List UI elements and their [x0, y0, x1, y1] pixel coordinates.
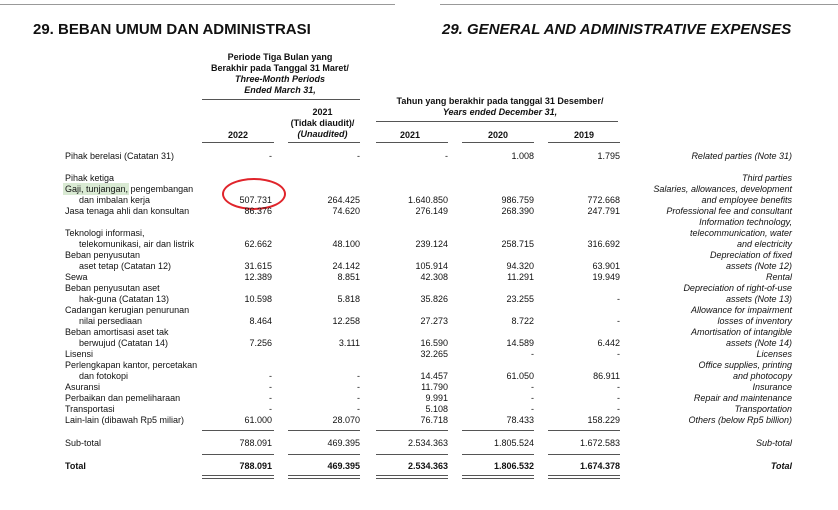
- row-label-id: Teknologi informasi,: [65, 228, 145, 238]
- row-label-id: Beban penyusutan aset: [65, 283, 160, 293]
- row-value: 14.589: [506, 338, 534, 348]
- row-value: 28.070: [332, 415, 360, 425]
- row-value: 74.620: [332, 206, 360, 216]
- row-label-id: Perbaikan dan pemeliharaan: [65, 393, 181, 403]
- row-value: 12.389: [244, 272, 272, 282]
- row-value: 3.111: [338, 338, 360, 348]
- row-value: 239.124: [415, 239, 448, 249]
- row-value: 63.901: [592, 261, 620, 271]
- row-value: 48.100: [332, 239, 360, 249]
- col-2019: 2019: [573, 130, 594, 140]
- col-2021q-note-en: (Unaudited): [297, 129, 348, 139]
- row-value: -: [357, 151, 360, 161]
- row-label-en: assets (Note 12): [725, 261, 792, 271]
- col-2020: 2020: [487, 130, 508, 140]
- row-value: -: [269, 382, 272, 392]
- row-value: 19.949: [592, 272, 620, 282]
- row-value: -: [617, 404, 620, 414]
- row-value: -: [531, 349, 534, 359]
- row-value: 258.715: [501, 239, 534, 249]
- row-label-id: Cadangan kerugian penurunan: [65, 305, 190, 315]
- row-label-en: Others (below Rp5 billion): [688, 415, 792, 425]
- row-value: -: [617, 382, 620, 392]
- section-heading-id: 29. BEBAN UMUM DAN ADMINISTRASI: [33, 21, 311, 38]
- row-label-id: Perlengkapan kantor, percetakan: [65, 360, 198, 370]
- row-value: -: [269, 371, 272, 381]
- row-label-id: telekomunikasi, air dan listrik: [79, 239, 195, 249]
- row-value: 5.108: [425, 404, 448, 414]
- row-value: 247.791: [587, 206, 620, 216]
- row-label-id: berwujud (Catatan 14): [79, 338, 169, 348]
- row-label-en: and employee benefits: [701, 195, 792, 205]
- row-label-id: Jasa tenaga ahli dan konsultan: [65, 206, 190, 216]
- row-value: 76.718: [420, 415, 448, 425]
- period-header-en-2: Ended March 31,: [244, 85, 316, 95]
- row-label-en: Rental: [765, 272, 792, 282]
- row-value: 24.142: [332, 261, 360, 271]
- row-value: -: [617, 316, 620, 326]
- total-2021q: 469.395: [327, 461, 360, 471]
- row-value: 61.000: [244, 415, 272, 425]
- subtotal-2020: 1.805.524: [493, 438, 534, 448]
- row-label-id: aset tetap (Catatan 12): [79, 261, 172, 271]
- total-2021: 2.534.363: [407, 461, 448, 471]
- row-value: -: [357, 371, 360, 381]
- col-2022: 2022: [227, 130, 248, 140]
- row-value: 316.692: [587, 239, 620, 249]
- row-value: 1.008: [511, 151, 534, 161]
- row-value: -: [357, 382, 360, 392]
- subtotal-label-en: Sub-total: [755, 438, 792, 448]
- row-value: -: [531, 404, 534, 414]
- subtotal-label-id: Sub-total: [65, 438, 102, 448]
- section-heading-en: 29. GENERAL AND ADMINISTRATIVE EXPENSES: [442, 21, 792, 38]
- row-label-en: Information technology,: [699, 217, 792, 227]
- row-value: 5.818: [337, 294, 360, 304]
- total-2019: 1.674.378: [579, 461, 620, 471]
- row-value: 8.851: [337, 272, 360, 282]
- row-value: -: [617, 294, 620, 304]
- row-value: -: [269, 151, 272, 161]
- row-label-id: Lain-lain (dibawah Rp5 miliar): [65, 415, 185, 425]
- row-value: 12.258: [332, 316, 360, 326]
- row-value: -: [357, 393, 360, 403]
- subtotal-2021: 2.534.363: [407, 438, 448, 448]
- row-label-id: Beban amortisasi aset tak: [65, 327, 169, 337]
- row-label-en: and electricity: [736, 239, 792, 249]
- row-label-id: Transportasi: [65, 404, 115, 414]
- row-value: 42.308: [420, 272, 448, 282]
- total-label-en: Total: [770, 461, 792, 471]
- row-label-en: Salaries, allowances, development: [653, 184, 792, 194]
- row-label-en: Allowance for impairment: [690, 305, 792, 315]
- row-value: 772.668: [587, 195, 620, 205]
- row-label-id: Gaji, tunjangan, pengembangan: [65, 184, 194, 194]
- total-2022: 788.091: [239, 461, 272, 471]
- row-value: 7.256: [249, 338, 272, 348]
- row-label-id: hak-guna (Catatan 13): [79, 294, 170, 304]
- row-value: -: [531, 393, 534, 403]
- row-value: 158.229: [587, 415, 620, 425]
- row-label-en: Third parties: [741, 173, 792, 183]
- row-label-id: Beban penyusutan: [65, 250, 141, 260]
- row-label-en: Professional fee and consultant: [666, 206, 792, 216]
- row-value: 32.265: [420, 349, 448, 359]
- row-value: 986.759: [501, 195, 534, 205]
- row-label-en: assets (Note 13): [725, 294, 792, 304]
- row-value: 10.598: [244, 294, 272, 304]
- row-label-en: and photocopy: [732, 371, 792, 381]
- row-label-id: nilai persediaan: [79, 316, 143, 326]
- col-2021q-note: (Tidak diaudit)/: [290, 118, 355, 128]
- row-value: 23.255: [506, 294, 534, 304]
- row-label-en: Related parties (Note 31): [691, 151, 792, 161]
- year-header-id: Tahun yang berakhir pada tanggal 31 Desember/: [396, 96, 604, 106]
- row-label-id: dan imbalan kerja: [79, 195, 151, 205]
- row-value: 11.790: [421, 382, 448, 392]
- row-value: 35.826: [420, 294, 448, 304]
- row-value: 264.425: [327, 195, 360, 205]
- row-value: 86.911: [593, 371, 620, 381]
- subtotal-2021q: 469.395: [327, 438, 360, 448]
- row-value: 507.731: [239, 195, 272, 205]
- period-header-en-1: Three-Month Periods: [234, 74, 325, 84]
- row-value: 8.464: [249, 316, 272, 326]
- row-label-en: Transportation: [734, 404, 792, 414]
- row-value: 8.722: [511, 316, 534, 326]
- row-label-id: Sewa: [65, 272, 88, 282]
- row-value: -: [445, 151, 448, 161]
- row-value: 276.149: [415, 206, 448, 216]
- row-value: 94.320: [506, 261, 534, 271]
- period-header-id-1: Periode Tiga Bulan yang: [227, 52, 333, 62]
- col-2021: 2021: [399, 130, 420, 140]
- row-value: -: [531, 382, 534, 392]
- total-label-id: Total: [65, 461, 86, 471]
- row-label-id: Pihak ketiga: [65, 173, 115, 183]
- row-value: 105.914: [415, 261, 448, 271]
- row-value: 86.376: [244, 206, 272, 216]
- row-label-id: Lisensi: [65, 349, 94, 359]
- row-value: 78.433: [506, 415, 534, 425]
- row-value: 9.991: [425, 393, 448, 403]
- row-value: 268.390: [501, 206, 534, 216]
- row-label-en: Depreciation of fixed: [709, 250, 792, 260]
- row-value: -: [617, 349, 620, 359]
- row-label-id: Pihak berelasi (Catatan 31): [65, 151, 175, 161]
- period-header-id-2: Berakhir pada Tanggal 31 Maret/: [211, 63, 349, 73]
- row-value: -: [617, 393, 620, 403]
- row-value: -: [269, 404, 272, 414]
- subtotal-2019: 1.672.583: [579, 438, 620, 448]
- row-label-en: Repair and maintenance: [693, 393, 792, 403]
- row-label-en: assets (Note 14): [725, 338, 792, 348]
- row-label-en: losses of inventory: [717, 316, 792, 326]
- row-value: -: [357, 404, 360, 414]
- row-value: 16.590: [420, 338, 448, 348]
- subtotal-2022: 788.091: [239, 438, 272, 448]
- row-value: 6.442: [597, 338, 620, 348]
- row-value: 61.050: [506, 371, 534, 381]
- row-label-en: Insurance: [752, 382, 792, 392]
- row-label-id: dan fotokopi: [79, 371, 129, 381]
- row-value: 1.640.850: [407, 195, 448, 205]
- row-value: 1.795: [597, 151, 620, 161]
- row-value: 31.615: [244, 261, 272, 271]
- row-label-en: Licenses: [756, 349, 792, 359]
- row-value: 62.662: [244, 239, 272, 249]
- row-label-en: Amortisation of intangible: [690, 327, 792, 337]
- row-label-en: telecommunication, water: [689, 228, 792, 238]
- year-header-en: Years ended December 31,: [442, 107, 558, 117]
- col-2021q-year: 2021: [312, 107, 333, 117]
- total-2020: 1.806.532: [493, 461, 534, 471]
- row-label-id: Asuransi: [65, 382, 101, 392]
- row-value: 14.457: [420, 371, 448, 381]
- row-value: 27.273: [420, 316, 448, 326]
- row-label-en: Depreciation of right-of-use: [683, 283, 792, 293]
- row-label-en: Office supplies, printing: [698, 360, 792, 370]
- row-value: -: [269, 393, 272, 403]
- row-value: 11.291: [507, 272, 534, 282]
